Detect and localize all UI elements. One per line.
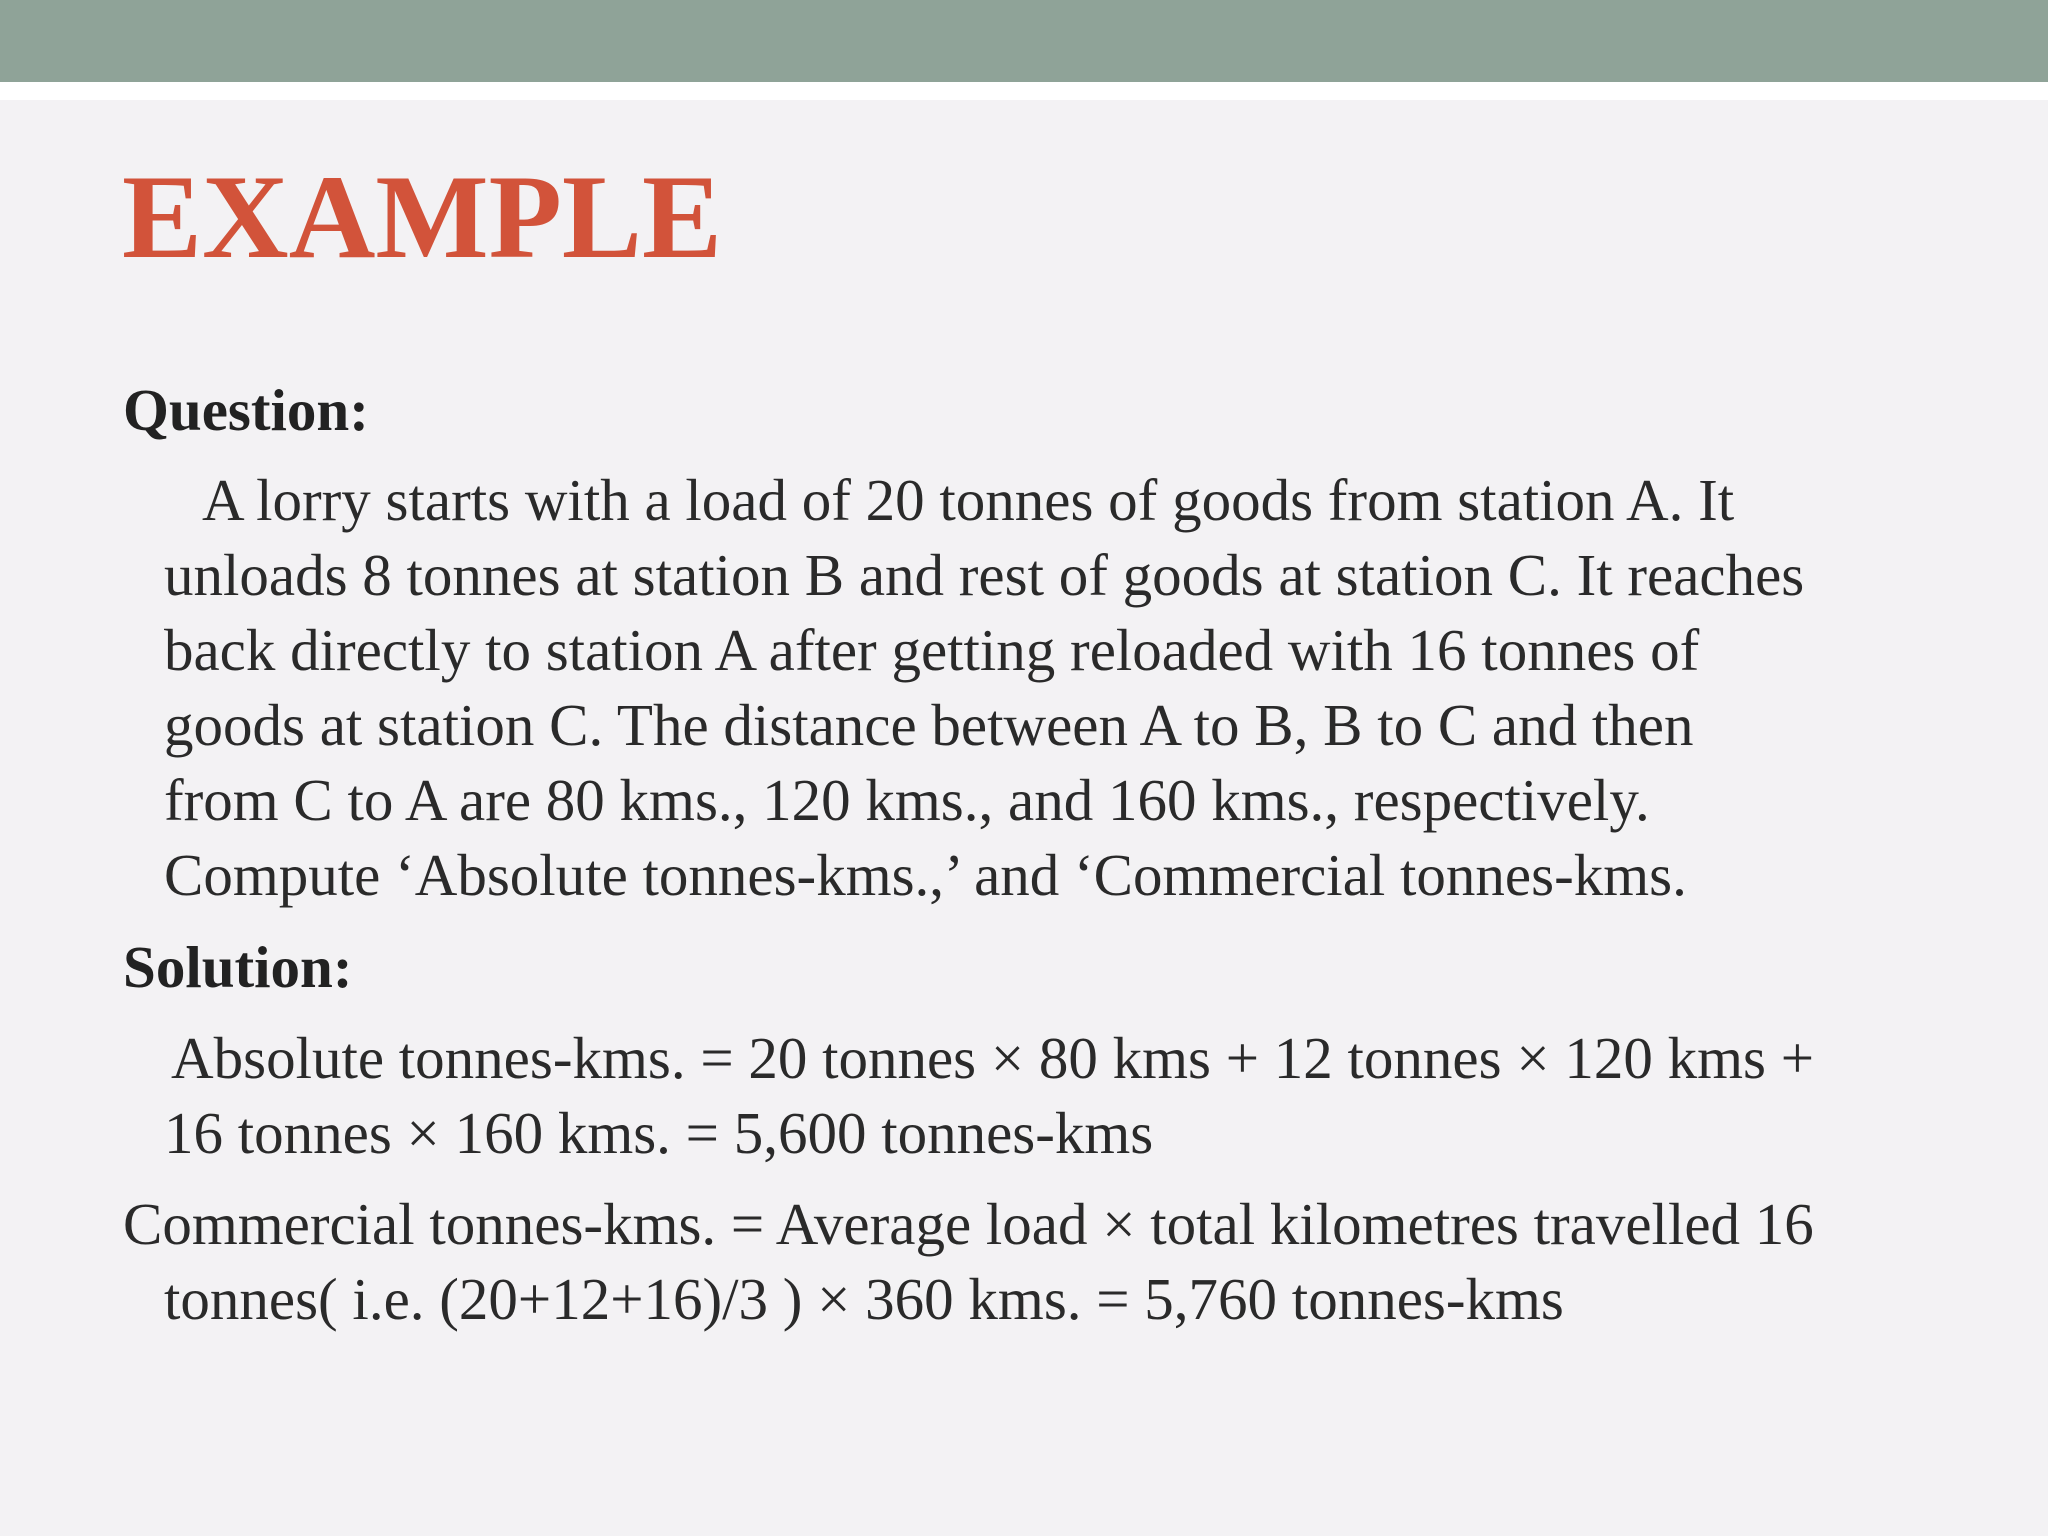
question-line-4: goods at station C. The distance between A to B, B to C and then: [164, 692, 1694, 758]
question-line-5: from C to A are 80 kms., 120 kms., and 160 kms., respectively.: [164, 767, 1650, 833]
question-line-6: Compute ‘Absolute tonnes-kms.,’ and ‘Commercial tonnes-kms.: [164, 842, 1687, 908]
absolute-line-1: Absolute tonnes-kms. = 20 tonnes × 80 kms + 12 tonnes × 120 kms +: [171, 1025, 1814, 1091]
commercial-line-1: Commercial tonnes-kms. = Average load × total kilometres travelled 16: [123, 1191, 1814, 1257]
top-accent-band: [0, 0, 2048, 82]
absolute-line-2: 16 tonnes × 160 kms. = 5,600 tonnes-kms: [164, 1100, 1154, 1166]
top-divider: [0, 82, 2048, 100]
question-heading: Question:: [123, 377, 369, 443]
question-line-1: A lorry starts with a load of 20 tonnes of goods from station A. It: [202, 467, 1735, 533]
slide-title: EXAMPLE: [122, 150, 722, 283]
solution-heading: Solution:: [123, 934, 353, 1000]
question-line-2: unloads 8 tonnes at station B and rest of goods at station C. It reaches: [164, 542, 1805, 608]
commercial-line-2: tonnes( i.e. (20+12+16)/3 ) × 360 kms. = 5,760 tonnes-kms: [164, 1266, 1564, 1332]
question-line-3: back directly to station A after getting reloaded with 16 tonnes of: [164, 617, 1700, 683]
